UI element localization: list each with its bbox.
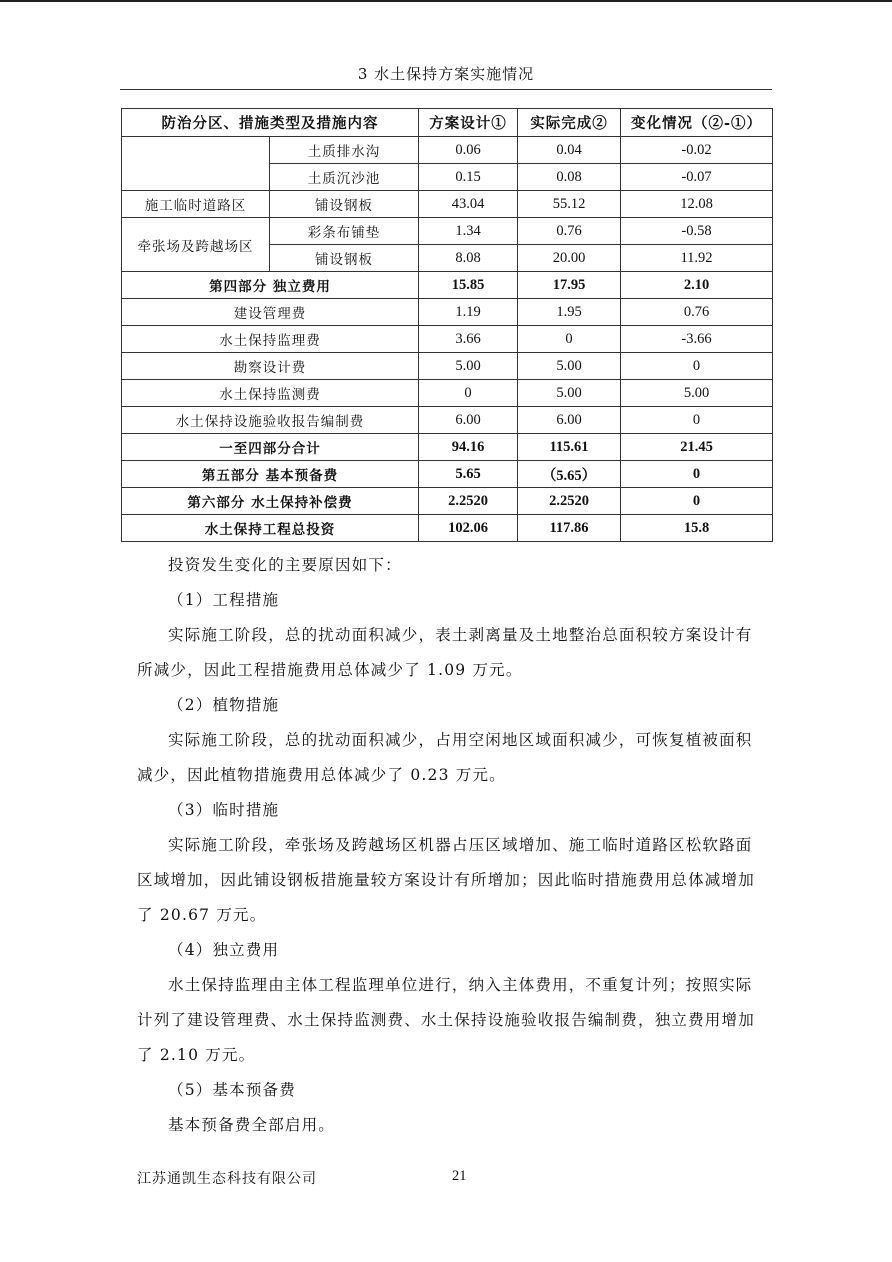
col-header-design: 方案设计① — [419, 109, 518, 137]
design-cell: 43.04 — [419, 191, 518, 218]
actual-cell: 0.76 — [518, 218, 621, 245]
footer-company: 江苏通凯生态科技有限公司 — [137, 1171, 317, 1187]
investment-table — [121, 108, 773, 542]
area-cell: 施工临时道路区 — [122, 191, 270, 218]
design-cell: 5.00 — [419, 353, 518, 380]
actual-cell: 55.12 — [518, 191, 621, 218]
total-row — [122, 488, 773, 515]
design-cell: 102.06 — [419, 515, 518, 542]
section-paragraph: 实际施工阶段，总的扰动面积减少，表土剥离量及土地整治总面积较方案设计有所减少，因此工程措施费用总体减少了 1.09 万元。 — [137, 626, 753, 679]
change-cell: -3.66 — [621, 326, 773, 353]
actual-cell: 117.86 — [518, 515, 621, 542]
actual-cell: 1.95 — [518, 299, 621, 326]
design-cell: 0 — [419, 380, 518, 407]
col-header-change: 变化情况（②-①） — [621, 109, 773, 137]
table-row — [122, 380, 773, 407]
design-cell: 0.06 — [419, 137, 518, 164]
item-cell: 土质沉沙池 — [270, 164, 419, 191]
section-paragraph: 水土保持监理由主体工程监理单位进行，纳入主体费用，不重复计列；按照实际计列了建设管理费、水土保持监测费、水土保持设施验收报告编制费，独立费用增加了 2.10 万元。 — [137, 976, 755, 1064]
change-cell: 0 — [621, 353, 773, 380]
item-cell: 土质排水沟 — [270, 137, 419, 164]
table-row — [122, 299, 773, 326]
table-row — [122, 191, 773, 218]
actual-cell: 0.04 — [518, 137, 621, 164]
change-cell: 15.8 — [621, 515, 773, 542]
change-cell: 0 — [621, 461, 773, 488]
top-border — [0, 0, 892, 2]
item-cell: 彩条布铺垫 — [270, 218, 419, 245]
item-cell: 铺设钢板 — [270, 191, 419, 218]
design-cell: 3.66 — [419, 326, 518, 353]
design-cell: 1.34 — [419, 218, 518, 245]
table-row — [122, 407, 773, 434]
actual-cell: 0.08 — [518, 164, 621, 191]
design-cell: 5.65 — [419, 461, 518, 488]
design-cell: 15.85 — [419, 272, 518, 299]
page-number: 21 — [452, 1168, 467, 1184]
change-cell: 0.76 — [621, 299, 773, 326]
total-label: 第五部分 基本预备费 — [122, 461, 419, 488]
actual-cell: 20.00 — [518, 245, 621, 272]
section-paragraph: 基本预备费全部启用。 — [168, 1116, 336, 1134]
change-cell: 12.08 — [621, 191, 773, 218]
change-cell: 5.00 — [621, 380, 773, 407]
page-header: 3 水土保持方案实施情况 — [357, 65, 535, 83]
fee-label: 水土保持监测费 — [122, 380, 419, 407]
actual-cell: 6.00 — [518, 407, 621, 434]
fee-label: 建设管理费 — [122, 299, 419, 326]
intro-paragraph: 投资发生变化的主要原因如下： — [168, 556, 402, 574]
change-cell: -0.02 — [621, 137, 773, 164]
change-cell: -0.07 — [621, 164, 773, 191]
total-label: 第六部分 水土保持补偿费 — [122, 488, 419, 515]
col-header-item: 防治分区、措施类型及措施内容 — [122, 109, 419, 137]
part4-label: 第四部分 独立费用 — [122, 272, 419, 299]
section-title: （2）植物措施 — [168, 696, 280, 714]
header-rule — [120, 89, 772, 90]
change-cell: 21.45 — [621, 434, 773, 461]
actual-cell: （5.65） — [518, 461, 621, 488]
section-paragraph: 实际施工阶段，总的扰动面积减少，占用空闲地区域面积减少，可恢复植被面积减少，因此植物措施费用总体减少了 0.23 万元。 — [137, 731, 753, 784]
area-cell — [122, 137, 270, 191]
section-title: （4）独立费用 — [168, 941, 280, 959]
design-cell: 0.15 — [419, 164, 518, 191]
design-cell: 8.08 — [419, 245, 518, 272]
total-label: 水土保持工程总投资 — [122, 515, 419, 542]
total-row — [122, 515, 773, 542]
total-row — [122, 434, 773, 461]
change-cell: 0 — [621, 488, 773, 515]
change-cell: -0.58 — [621, 218, 773, 245]
area-cell: 牵张场及跨越场区 — [122, 218, 270, 272]
section-title: （3）临时措施 — [168, 801, 280, 819]
part4-row — [122, 272, 773, 299]
table-row — [122, 326, 773, 353]
total-label: 一至四部分合计 — [122, 434, 419, 461]
actual-cell: 17.95 — [518, 272, 621, 299]
item-cell: 铺设钢板 — [270, 245, 419, 272]
actual-cell: 0 — [518, 326, 621, 353]
table-row — [122, 218, 773, 245]
col-header-actual: 实际完成② — [518, 109, 621, 137]
change-cell: 11.92 — [621, 245, 773, 272]
design-cell: 94.16 — [419, 434, 518, 461]
design-cell: 1.19 — [419, 299, 518, 326]
fee-label: 水土保持监理费 — [122, 326, 419, 353]
actual-cell: 5.00 — [518, 380, 621, 407]
section-paragraph: 实际施工阶段，牵张场及跨越场区机器占压区域增加、施工临时道路区松软路面区域增加，因此铺设钢板措施量较方案设计有所增加；因此临时措施费用总体减增加了 20.67 万元。 — [137, 836, 755, 924]
section-title: （1）工程措施 — [168, 591, 280, 609]
fee-label: 勘察设计费 — [122, 353, 419, 380]
table-row — [122, 353, 773, 380]
change-cell: 2.10 — [621, 272, 773, 299]
change-cell: 0 — [621, 407, 773, 434]
design-cell: 6.00 — [419, 407, 518, 434]
actual-cell: 5.00 — [518, 353, 621, 380]
table-header-row — [122, 109, 773, 137]
actual-cell: 115.61 — [518, 434, 621, 461]
total-row — [122, 461, 773, 488]
fee-label: 水土保持设施验收报告编制费 — [122, 407, 419, 434]
design-cell: 2.2520 — [419, 488, 518, 515]
actual-cell: 2.2520 — [518, 488, 621, 515]
section-title: （5）基本预备费 — [168, 1081, 296, 1099]
table-row — [122, 137, 773, 164]
body-text — [137, 548, 760, 1143]
